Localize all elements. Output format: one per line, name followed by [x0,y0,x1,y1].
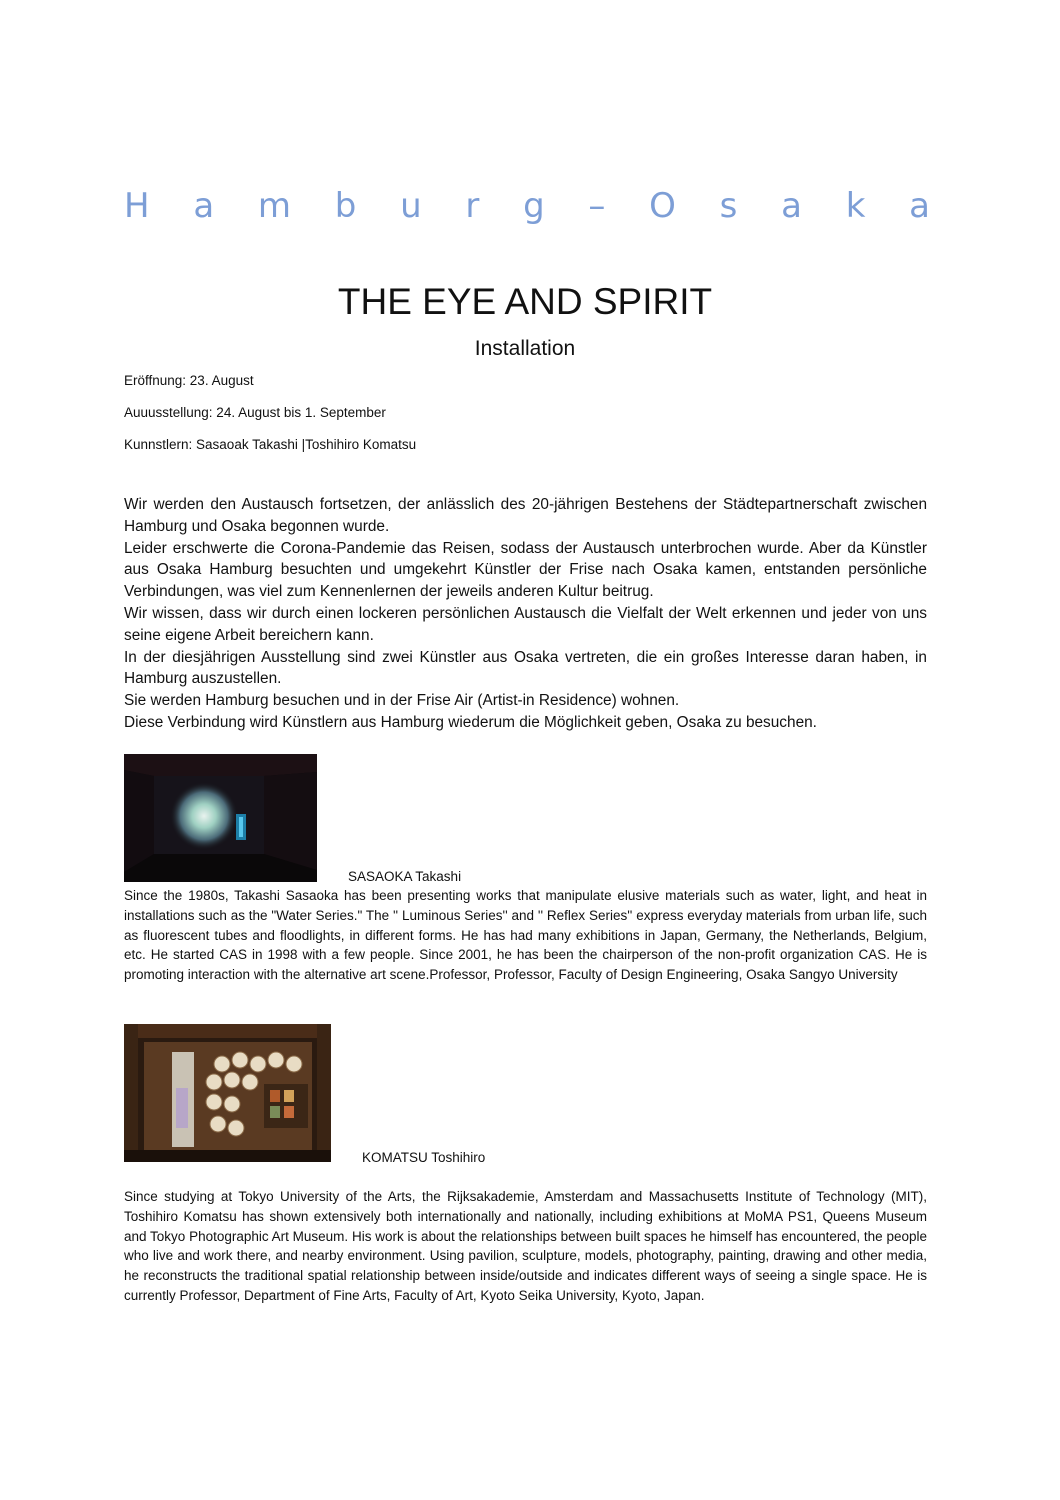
intro-paragraph: Leider erschwerte die Corona-Pandemie das Reisen, sodass der Austausch unterbrochen wurde. Aber da Künstler aus Osaka Hamburg besuchten und umgekehrt Künstler der Frise nach Osaka kamen, entstanden persönliche Verbindungen, was viel zum Kennenlernen der jeweils anderen Kultur beitrug. [124,539,927,601]
header-letter: u [400,186,422,226]
intro-paragraph: Wir werden den Austausch fortsetzen, der anlässlich des 20-jährigen Bestehens der Städtepartnerschaft zwischen Hamburg und Osaka begonnen wurde. [124,496,927,535]
intro-paragraph: Sie werden Hamburg besuchen und in der Frise Air (Artist-in Residence) wohnen. [124,692,680,710]
header-letter: a [781,186,802,226]
header-letter: – [588,186,606,226]
artists-line: Kunnstlern: Sasaoak Takashi |Toshihiro Komatsu [124,437,417,452]
header-letter: k [845,186,866,226]
header-letter: b [334,186,357,226]
sasaoka-bio: Since the 1980s, Takashi Sasaoka has been presenting works that manipulate elusive materials such as water, light, and heat in installations such as the "Water Series." The '' Luminous Series'' and '' Reflex Series'' express everyday materials from urban life, such as fluorescent tubes and floodlights, in different forms. He has had many exhibitions in Japan, Germany, the Netherlands, Belgium, etc. He started CAS in 1998 with a few people. Since 2001, he has been the chairperson of the non-profit organization CAS. He is promoting interaction with the alternative art scene.Professor, Professor, Faculty of Design Engineering, Osaka Sangyo University [124,888,927,983]
intro-paragraph: Wir wissen, dass wir durch einen lockeren persönlichen Austausch die Vielfalt der Welt erkennen und jeder von uns seine eigene Arbeit bereichern kann. [124,604,927,644]
page-title: THE EYE AND SPIRIT [337,281,713,322]
header-city-title [124,186,930,226]
page-subtitle: Installation [474,337,576,360]
header-letter: g [523,186,545,226]
intro-text [124,494,927,734]
sasaoka-name: SASAOKA Takashi [348,869,462,884]
header-letter: m [257,186,292,226]
header-letter: r [465,186,480,226]
intro-paragraph: In der diesjährigen Ausstellung sind zwei Künstler aus Osaka vertreten, die ein großes Interesse daran haben, in Hamburg auszustellen. [124,648,927,688]
intro-paragraph: Diese Verbindung wird Künstlern aus Hamburg wiederum die Möglichkeit geben, Osaka zu besuchen. [124,713,817,731]
opening-date: Eröffnung: 23. August [124,373,254,388]
header-letter: a [193,186,215,226]
komatsu-installation-photo [124,1024,331,1162]
header-letter: O [649,186,676,226]
header-letter: H [124,186,150,226]
header-letter: a [909,186,930,226]
header-letter: s [719,186,738,226]
exhibition-dates: Auuusstellung: 24. August bis 1. September [124,405,386,420]
sasaoka-installation-photo [124,754,317,882]
komatsu-name: KOMATSU Toshihiro [362,1150,486,1165]
komatsu-bio: Since studying at Tokyo University of the Arts, the Rijksakademie, Amsterdam and Massachusetts Institute of Technology (MIT), Toshihiro Komatsu has shown extensively both internationally and nationally, including exhibitions at MoMA PS1, Queens Museum and Tokyo Photographic Art Museum. His work is about the relationships between built spaces he himself has encountered, the people who live and work there, and nearby environment. Using pavilion, sculpture, models, photography, painting, drawing and other media, he reconstructs the traditional spatial relationship between inside/outside and indicates different ways of seeing a single space. He is currently Professor, Department of Fine Arts, Faculty of Art, Kyoto Seika University, Kyoto, Japan. [124,1189,927,1303]
